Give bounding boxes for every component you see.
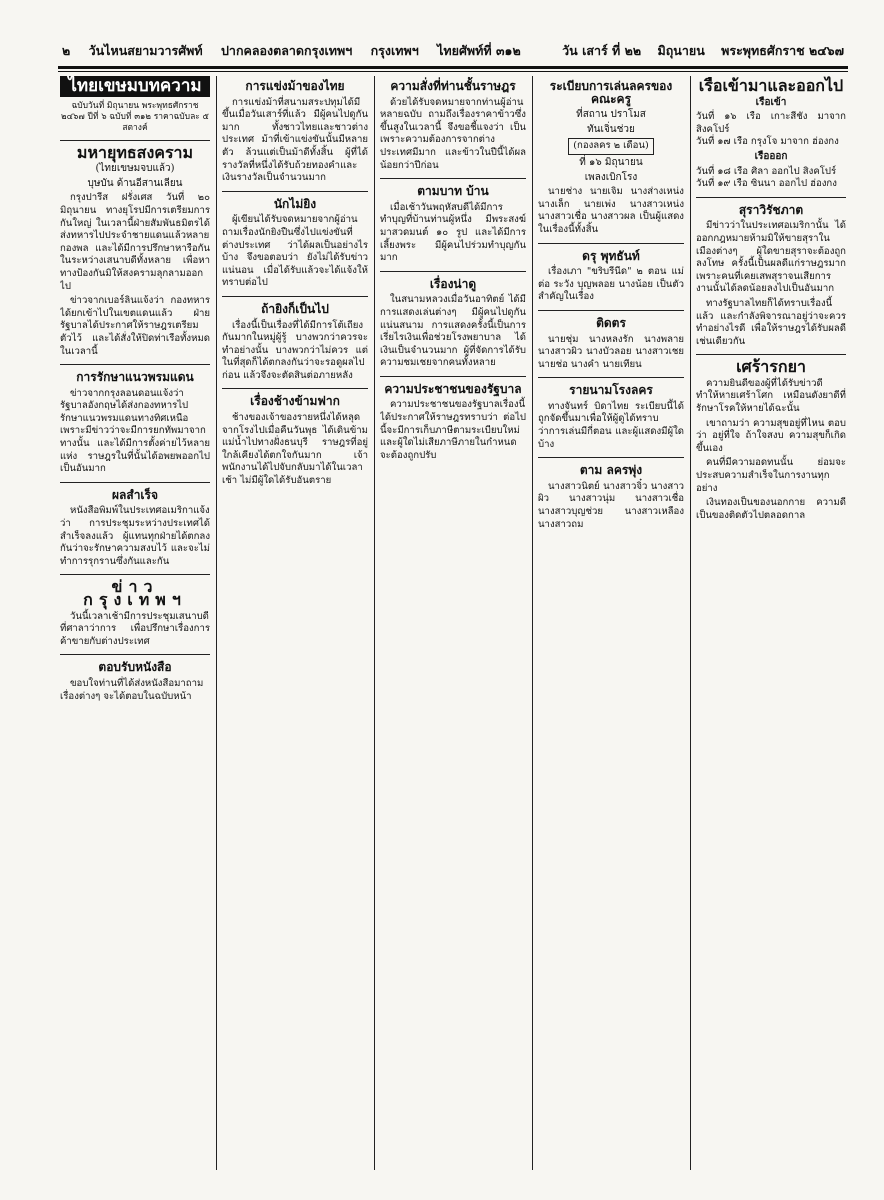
article-title: เรือเข้ามาและออกไป (698, 76, 844, 95)
divider (538, 377, 684, 378)
article-body: ความยินดีของผู้ที่ได้รับข่าวดี ทำให้หายเศร้าโศก เหมือนดังยาดีที่รักษาโรคให้หายได้ฉะนั้น (696, 377, 846, 415)
divider (538, 310, 684, 311)
column-5 (696, 76, 846, 1170)
article-body: ทางจันทร์ บิดาไทย ระเบียบนี้ได้ถูกจัดขึ้นมาเพื่อให้ผู้ดูได้ทราบว่าการเล่นมีกี่ตอน และผู้แสดงมีผู้ใดบ้าง (538, 400, 684, 450)
page-number: ๒ (62, 43, 71, 58)
article-title: รายนามโรงลคร (569, 383, 653, 398)
divider (222, 388, 368, 389)
header-left (62, 41, 535, 61)
boxed-subtitle: (กองลคร ๒ เดือน) (568, 138, 653, 155)
article-body: การแข่งม้าที่สนามสระปทุมได้มีขึ้นเมื่อวันเสาร์ที่แล้ว มีผู้คนไปดูกันมาก ทั้งชาวไทยและชาวต่างประเทศ ม้าที่เข้าแข่งขันนั้นมีหลายตัว ล้วนแต่เป็นม้าดีทั้งสิ้น ผู้ที่ได้รางวัลที่หนึ่งได้รับถ้วยทองคำและเงินรางวัลเป็นจำนวนมาก (222, 96, 368, 184)
article-body: ด้วยได้รับจดหมายจากท่านผู้อ่านหลายฉบับ ถามถึงเรื่องราคาข้าวซึ่งขึ้นสูงในเวลานี้ จึงขอชี้แจงว่า เป็นเพราะความต้องการจากต่างประเทศมีมาก และข้าวในปีนี้ได้ผลน้อยกว่าปีก่อน (380, 96, 526, 171)
column-2 (222, 76, 368, 1170)
article-title: ตามบาท บ้าน (417, 184, 489, 199)
article-title: ข่าว กรุงเทพฯ (83, 577, 187, 609)
divider (696, 354, 846, 355)
column-1 (60, 76, 210, 1170)
ship-departures: วันที่ ๑๘ เรือ ศิลา ออกไป สิงคโปร์ วันที่ ๑๙ เรือ ซินนา ออกไป ฮ่องกง (696, 165, 837, 190)
article-body: วันนี้เวลาเช้ามีการประชุมเสนาบดีที่ศาลาว่าการ เพื่อปรึกษาเรื่องการค้าขายกับต่างประเทศ (60, 610, 210, 647)
article-body: นายช่าง นายเจิม นางส่างเหน่ง นางเล็ก นายเพ่ง นางสาวเหน่ง นางสาวเชื่อ นางสาวผล เป็นผู้แสดงในเรื่องนี้ทั้งสิ้น (538, 186, 684, 235)
article-body: มีข่าวว่าในประเทศอเมริกานั้น ได้ออกกฎหมายห้ามมิให้ขายสุราในเมืองต่างๆ ผู้ใดขายสุราจะต้องถูกลงโทษ ครั้งนี้เป็นผลดีแก่ราษฎรมาก เพราะคนที่เคยเสพสุราจนเสียการงานนั้นได้ลดน้อยลงไปเป็นอันมาก (696, 220, 846, 295)
article-body: กรุงปารีส ฝรั่งเศส วันที่ ๒๐ มิถุนายน ทางยุโรปมีการเตรียมการกันใหญ่ ในเวลานี้ฝ่ายสัมพันธมิตรได้ส่งทหารไปประจำชายแดนแล้วหลายกองพล และได้มีการปรึกษาหารือกันในระหว่างเสนาบดีทั้งหลาย เพื่อหาทางป้องกันมิให้สงครามลุกลามออกไป (60, 192, 210, 292)
divider (222, 191, 368, 192)
article-body: ข่าวจากกรุงลอนดอนแจ้งว่า รัฐบาลอังกฤษได้ส่งกองทหารไปรักษาแนวพรมแดนทางทิศเหนือ เพราะมีข่าวว่าจะมีการยกทัพมาจากทางนั้น และได้มีการตั้งค่ายไว้หลายแห่ง ราษฎรในที่นั้นได้อพยพออกไปเป็นอันมาก (60, 387, 210, 475)
article-title: นักไม่ยิง (273, 196, 317, 211)
header-right (550, 41, 844, 61)
article-body: หนังสือพิมพ์ในประเทศอเมริกาแจ้งว่า การประชุมระหว่างประเทศได้สำเร็จลงแล้ว ผู้แทนทุกฝ่ายได้ตกลงกันว่าจะรักษาความสงบไว้ และจะไม่ทำการรุกรานซึ่งกันและกัน (60, 505, 210, 567)
divider (538, 243, 684, 244)
city: กรุงเทพฯ (370, 43, 419, 58)
article-body: เขาถามว่า ความสุขอยู่ที่ไหน ตอบว่า อยู่ที่ใจ ถ้าใจสงบ ความสุขก็เกิดขึ้นเอง (696, 417, 846, 454)
article-body: เรื่องเภา "ขริบรีนีด" ๒ ตอน แม่ต่อ ระวัง บุญพลอย นางน้อย เป็นตัวสำคัญในเรื่อง (538, 266, 684, 303)
divider (380, 376, 526, 377)
article-body: เรื่องนี้เป็นเรื่องที่ได้มีการโต้เถียงกันมากในหมู่ผู้รู้ บางพวกว่าควรจะทำอย่างนั้น บางพวกว่าไม่ควร แต่ในที่สุดก็ได้ตกลงกันว่าจะรอดูผลไปก่อน แล้วจึงจะตัดสินต่อภายหลัง (222, 319, 368, 381)
article-body: ในสนามหลวงเมื่อวันอาทิตย์ ได้มีการแสดงเล่นต่างๆ มีผู้คนไปดูกันแน่นสนาม การแสดงครั้งนี้เป็นการเรี่ยไรเงินเพื่อช่วยโรงพยาบาล ได้เงินเป็นจำนวนมาก ผู้ที่จัดการได้รับความชมเชยจากคนทั้งหลาย (380, 294, 526, 369)
article-subtitle: (ไทยเขษมจบแล้ว) (95, 163, 175, 175)
divider (696, 197, 846, 198)
article-body: ข่าวจากเบอร์ลินแจ้งว่า กองทหารได้ยกเข้าไปในเขตแดนแล้ว ฝ่ายรัฐบาลได้ประกาศให้ราษฎรเตรียมตัวไว้ และได้สั่งให้ปิดท่าเรือทั้งหมดในเวลานี้ (60, 295, 210, 357)
article-body: ช้างของเจ้าของรายหนึ่งได้หลุดจากโรงไปเมื่อคืนวันพุธ ได้เดินข้ามแม่น้ำไปทางฝั่งธนบุรี ราษฎรที่อยู่ใกล้เคียงได้ตกใจกันมาก เจ้าพนักงานได้ไปจับกลับมาได้ในเวลาเช้า ไม่มีผู้ใดได้รับอันตราย (222, 412, 368, 487)
article-title: ถ้ายิงก็เป็นไป (261, 301, 329, 316)
article-subtitle: ที่ ๑๖ มิถุนายน (579, 156, 643, 168)
article-title: ดรุ พุทธันท์ (582, 248, 640, 263)
article-byline: บุษบัน ด้านอีสานเลียน (87, 177, 183, 189)
article-body: นายชุ่ม นางหลงรัก นางพลาย นางสาวผิว นางบัวลอย นางสาวเชย นายช่อ นางคำ นายเทียน (538, 333, 684, 370)
divider (380, 271, 526, 272)
article-body: ความประชาชนของรัฐบาลเรื่องนี้ ได้ประกาศให้ราษฎรทราบว่า ต่อไปนี้จะมีการเก็บภาษีตามระเบียบใหม่ และผู้ใดไม่เสียภาษีภายในกำหนดจะต้องถูกปรับ (380, 399, 526, 461)
article-title: เรื่องน่าดู (429, 276, 477, 291)
divider (60, 574, 210, 575)
article-body: ขอบใจท่านที่ได้ส่งหนังสือมาถามเรื่องต่างๆ จะได้ตอบในฉบับหน้า (60, 677, 204, 702)
masthead-info: ฉบับวันที่ มิถุนายน พระพุทธศักราช ๒๔๖๗ ปีที่ ๖ ฉบับที่ ๓๑๒ ราคาฉบับละ ๕ สตางค์ (60, 100, 209, 133)
divider (60, 482, 210, 483)
article-title: ติดตร (596, 315, 626, 330)
header-rule (58, 66, 848, 72)
section-label: เรือเข้า (755, 96, 787, 108)
article-subtitle: ที่สถาน ปราโมส (576, 109, 646, 121)
divider (380, 178, 526, 179)
article-body: ทางรัฐบาลไทยก็ได้ทราบเรื่องนี้แล้ว และกำลังพิจารณาอยู่ว่าจะควรทำอย่างไรดี เพื่อให้ราษฎรได้รับผลดีเช่นเดียวกัน (696, 297, 846, 347)
article-title: เรื่องช้างข้ามฟาก (250, 394, 340, 409)
column-rule (690, 76, 691, 1170)
article-title: ตอบรับหนังสือ (98, 660, 172, 675)
divider (60, 140, 210, 141)
divider (538, 457, 684, 458)
article-title: มหายุทธสงคราม (76, 142, 194, 162)
newspaper-name: วันไหนสยามวารศัพท์ (88, 43, 203, 58)
column-3 (380, 76, 526, 1170)
article-title: ผลสำเร็จ (111, 487, 159, 502)
article-title: สุราวิรัชภาต (738, 202, 804, 217)
ship-arrivals: วันที่ ๑๖ เรือ เกาะสีชัง มาจาก สิงคโปร์ วันที่ ๑๗ เรือ กรุงโจ มาจาก ฮ่องกง (696, 111, 846, 148)
column-rule (532, 76, 533, 1170)
article-title: ความประชาชนของรัฐบาล (384, 381, 522, 396)
article-subtitle: เพลงเบิกโรง (584, 171, 638, 183)
article-title: การรักษาแนวพรมแดน (76, 370, 194, 385)
year: พระพุทธศักราช ๒๔๖๗ (721, 43, 844, 58)
column-rule (216, 76, 217, 1170)
article-title: ระเบียบการเล่นลครของคณะครู (549, 79, 673, 106)
date-day: วัน เสาร์ ที่ ๒๒ (562, 43, 642, 58)
article-title: ความสั่งที่ท่านชั้นราษฎร (390, 79, 516, 93)
column-rule (374, 76, 375, 1170)
article-title: ตาม ลครพุ่ง (579, 463, 643, 478)
article-body: เมื่อเช้าวันพฤหัสบดีได้มีการทำบุญที่บ้านท่านผู้หนึ่ง มีพระสงฆ์มาสวดมนต์ ๑๐ รูป และได้มีการเลี้ยงพระ มีผู้คนไปร่วมทำบุญกันมาก (380, 201, 526, 264)
masthead: ไทยเขษมบทความ (60, 76, 210, 97)
section-label: เรือออก (754, 150, 788, 162)
article-body: เงินทองเป็นของนอกกาย ความดีเป็นของติดตัวไปตลอดกาล (696, 497, 846, 521)
column-4 (538, 76, 684, 1170)
divider (60, 654, 210, 655)
divider (60, 364, 210, 365)
publisher: ปากคลองตลาดกรุงเทพฯ (220, 43, 353, 58)
issue-number: ไทยศัพท์ที่ ๓๑๒ (437, 43, 521, 58)
page-header (62, 40, 844, 62)
divider (222, 296, 368, 297)
article-body: คนที่มีความอดทนนั้น ย่อมจะประสบความสำเร็จในการงานทุกอย่าง (696, 457, 846, 494)
article-title: เศร้ารกยา (736, 357, 806, 377)
article-body: ผู้เขียนได้รับจดหมายจากผู้อ่านถามเรื่องนักยิงปืนซึ่งไปแข่งขันที่ต่างประเทศ ว่าได้ผลเป็นอย่างไรบ้าง จึงขอตอบว่า ยังไม่ได้รับข่าวแน่นอน เมื่อได้รับแล้วจะได้แจ้งให้ทราบต่อไป (222, 214, 368, 289)
article-title: การแข่งม้าของไทย (245, 79, 345, 93)
article-body: นางสาวนิตย์ นางสาวจิ๋ว นางสาวผิว นางสาวนุ่ม นางสาวเชื่อ นางสาวบุญช่วย นางสาวเหลือง นางสาวถม (538, 480, 684, 530)
date-month: มิถุนายน (657, 43, 705, 58)
article-subtitle: ทันเจิ่นช่วย (587, 123, 635, 135)
